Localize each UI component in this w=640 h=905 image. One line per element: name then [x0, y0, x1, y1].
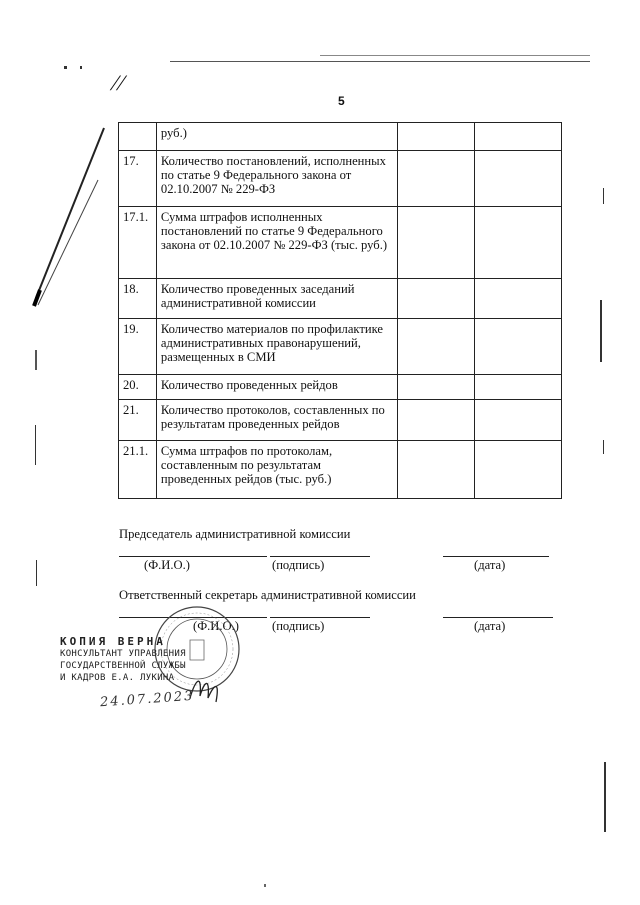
value-cell [474, 441, 561, 499]
table-row [119, 375, 562, 400]
scan-dots [64, 66, 67, 69]
secretary-signature-line [270, 617, 370, 618]
scan-edge-left-1 [35, 425, 36, 465]
report-table [118, 122, 562, 499]
certification-stamp [60, 636, 186, 684]
stamp-position: КОНСУЛЬТАНТ УПРАВЛЕНИЯ [60, 649, 186, 659]
row-text: Количество протоколов, составленных по результатам проведенных рейдов [156, 400, 397, 441]
row-number [119, 123, 157, 151]
value-cell [474, 123, 561, 151]
value-cell [398, 441, 475, 499]
table-row [119, 279, 562, 319]
table-row [119, 319, 562, 375]
secretary-signature-label: (подпись) [272, 619, 325, 633]
row-text: Количество постановлений, исполненных по статье 9 Федерального закона от 02.10.2007 № 229-ФЗ [156, 151, 397, 207]
chairman-date-line [443, 556, 549, 557]
row-number: 21.1. [119, 441, 157, 499]
row-number: 20. [119, 375, 157, 400]
row-number: 19. [119, 319, 157, 375]
scan-dot-bottom [264, 884, 266, 887]
value-cell [398, 400, 475, 441]
chairman-fio-label: (Ф.И.О.) [144, 558, 190, 572]
value-cell [474, 207, 561, 279]
row-text: Количество проведенных заседаний административной комиссии [156, 279, 397, 319]
value-cell [398, 375, 475, 400]
stamp-copy-true: КОПИЯ ВЕРНА [60, 635, 166, 648]
value-cell [474, 400, 561, 441]
value-cell [398, 279, 475, 319]
row-number: 17.1. [119, 207, 157, 279]
row-text: Количество проведенных рейдов [156, 375, 397, 400]
value-cell [474, 319, 561, 375]
handwritten-date: 24.07.2023 [99, 688, 195, 711]
stamp-name: И КАДРОВ Е.А. ЛУКИНА [60, 673, 175, 683]
scan-edge-right-4 [604, 762, 606, 832]
value-cell [474, 151, 561, 207]
scan-line-top-2 [320, 55, 590, 56]
table-row [119, 151, 562, 207]
table-row [119, 441, 562, 499]
scan-dots-2 [80, 66, 82, 69]
value-cell [474, 279, 561, 319]
scan-edge-left-2 [36, 560, 37, 586]
table-row [119, 123, 562, 151]
secretary-date-label: (дата) [474, 619, 506, 633]
chairman-date-label: (дата) [474, 558, 506, 572]
page-number: 5 [338, 94, 345, 108]
scan-edge-right-2 [600, 300, 602, 362]
scan-edge-right-1 [603, 188, 604, 204]
chairman-signature-line [270, 556, 370, 557]
handwritten-slash-mark: // [109, 70, 127, 95]
secretary-date-line [443, 617, 553, 618]
row-number: 18. [119, 279, 157, 319]
value-cell [398, 319, 475, 375]
table-row [119, 400, 562, 441]
value-cell [398, 151, 475, 207]
row-number: 21. [119, 400, 157, 441]
secretary-title: Ответственный секретарь административной комиссии [119, 588, 416, 602]
chairman-signature-label: (подпись) [272, 558, 325, 572]
row-text: Сумма штрафов исполненных постановлений по статье 9 Федерального закона от 02.10.2007 № 229-ФЗ (тыс. руб.) [156, 207, 397, 279]
value-cell [398, 123, 475, 151]
chairman-fio-line [119, 556, 267, 557]
value-cell [398, 207, 475, 279]
margin-pen-strokes [0, 120, 120, 480]
value-cell [474, 375, 561, 400]
scan-edge-right-3 [603, 440, 604, 454]
secretary-fio-label: (Ф.И.О.) [193, 619, 239, 633]
table-row [119, 207, 562, 279]
row-text: Сумма штрафов по протоколам, составленным по результатам проведенных рейдов (тыс. руб.) [156, 441, 397, 499]
row-text: Количество материалов по профилактике административных правонарушений, размещенных в СМИ [156, 319, 397, 375]
stamp-department: ГОСУДАРСТВЕННОЙ СЛУЖБЫ [60, 661, 186, 671]
row-text: руб.) [156, 123, 397, 151]
row-number: 17. [119, 151, 157, 207]
chairman-title: Председатель административной комиссии [119, 527, 351, 541]
scan-line-top [170, 61, 590, 62]
